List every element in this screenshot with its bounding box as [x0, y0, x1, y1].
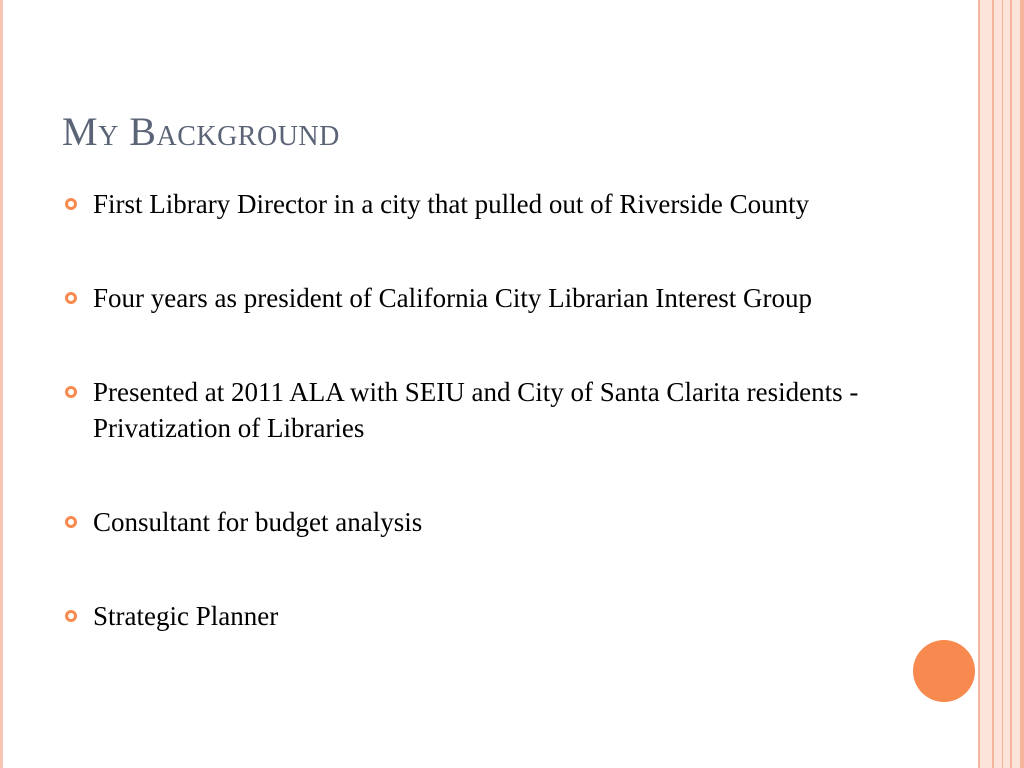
border-stripe: [1010, 0, 1012, 768]
border-stripe: [1002, 0, 1003, 768]
border-stripe: [992, 0, 994, 768]
bullet-text: Presented at 2011 ALA with SEIU and City of Santa Clarita residents - Privatization of Libraries: [93, 377, 859, 443]
bullet-circle-icon: [65, 292, 77, 304]
decorative-circle: [913, 640, 975, 702]
bullet-item: [62, 280, 882, 316]
bullet-circle-icon: [65, 516, 77, 528]
bullet-item: [62, 186, 882, 222]
right-striped-border: [978, 0, 1024, 768]
bullet-text: Strategic Planner: [93, 601, 279, 631]
bullet-item: [62, 598, 882, 634]
border-stripe: [978, 0, 980, 768]
border-stripe: [1020, 0, 1024, 768]
bullet-text: Consultant for budget analysis: [93, 507, 423, 537]
bullet-circle-icon: [65, 386, 77, 398]
bullet-text: First Library Director in a city that pulled out of Riverside County: [93, 189, 810, 219]
bullet-circle-icon: [65, 198, 77, 210]
bullet-list: [62, 186, 882, 634]
bullet-text: Four years as president of California City Librarian Interest Group: [93, 283, 813, 313]
bullet-item: [62, 374, 882, 446]
left-border-line: [0, 0, 3, 768]
bullet-circle-icon: [65, 610, 77, 622]
bullet-item: [62, 504, 882, 540]
slide-title: My Background: [62, 109, 340, 154]
